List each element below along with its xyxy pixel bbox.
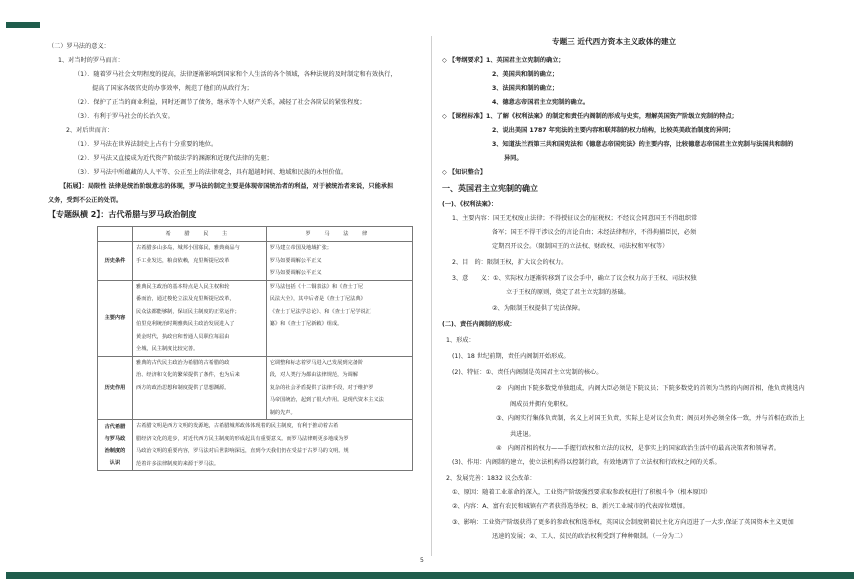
table-header-rome: 罗 马 法 律 [266, 227, 412, 242]
right-text-line: 共进退。 [510, 431, 535, 438]
table-cell-line: 《查士丁尼法学总论》、和《查士丁尼学说汇 [269, 308, 371, 315]
right-text-line: ②、内容：A、富有农民和城镇有产者获得选举权；B、新兴工业城市的代表席位增加。 [452, 503, 689, 510]
left-text-line: 1、对当时的罗马而言： [58, 57, 124, 64]
column-divider [431, 36, 432, 556]
right-text-line: (2)、特征：①、责任内阁制是英国君主立宪制的核心。 [452, 369, 603, 376]
table-cell-line: 雅典的古代民主政治为希腊的古希腊的政 [136, 359, 230, 366]
table-cell-line: 古希腊多山多岛，城邦小国寡民，雅典商品与 [136, 245, 240, 251]
table-cell-line: 罗马如要调解公平正义 [269, 257, 322, 264]
table-cell-line: 古代希腊 [104, 424, 126, 430]
right-text-line: ◇ 【课程标准】1、了解《权利法案》的制定和责任内阁制的形成与史实，理解英国资产阶级立宪制的特点； [442, 113, 738, 120]
left-text-line: （1）．罗马法在世界法制史上占有十分重要的地位。 [74, 141, 218, 148]
table-cell-line: 与罗马政 [104, 436, 126, 442]
page-number: 5 [420, 557, 424, 564]
table-cell-line: 西方的政治思想和制度提供了思想渊源。 [136, 384, 230, 391]
right-text-line: 4、德意志帝国君主立宪制的确立。 [492, 99, 590, 106]
table-cell-line: 番而治，通过梭伦立法及克里斯提尼改革， [136, 296, 235, 302]
table-row [98, 242, 413, 281]
right-text-line: ③、内阁实行集体负责制，名义上对国王负责，实际上是对议会负责；阁员对外必须全体一致，并与首相在政治上 [496, 415, 805, 422]
table-cell-line: 段，对人类行为都由法律规范，为调解 [269, 372, 358, 378]
table-cell-greece [133, 242, 267, 281]
row-label [98, 420, 133, 471]
table-cell-line: 主要内容 [104, 315, 126, 321]
right-text-line: ② 内阁由下院多数党单独组成，内阁大臣必须是下院议员；下院多数党的首领为当然的内阁首相，他负责挑选内 [496, 385, 805, 392]
right-text-line: 立于王权的原则，奠定了君主立宪制的基础。 [506, 289, 630, 296]
right-text-line: ①、原因：随着工业革命的深入，工业资产阶级强烈要求取参政权进行了积极斗争（根本原因） [452, 489, 712, 496]
table-cell-rome [266, 242, 412, 281]
table-cell-line: 复杂的社会矛盾提供了法律手段，对于维护罗 [269, 384, 374, 391]
right-text-line: 1、主要内容：国王无权废止法律；不得授征议会的征税权；不经议会同意国王不得组织常 [452, 215, 698, 222]
table-row [98, 356, 413, 420]
right-text-line: 1、形成： [446, 337, 475, 344]
right-text-line: 2、美国共和制的确立； [492, 71, 559, 78]
table-cell-line: 认识 [109, 460, 121, 466]
top-accent-bar [6, 22, 40, 28]
right-text-line: ②、为限制王权提供了宪法保障。 [492, 305, 585, 312]
right-text-line: (二)、责任内阁制的形成： [442, 321, 516, 328]
table-cell-line: 纂》和《查士丁尼新敕》组成。 [269, 321, 343, 327]
right-text-line: 定期召开议会。（限制国王的立法权、财政权、司法权和军权等） [492, 243, 669, 250]
right-text-line: 3、知道法兰西第三共和国宪法和《德意志帝国宪法》的主要内容，比较德意志帝国君主立宪制与法国共和制的 [492, 141, 794, 148]
row-label [98, 356, 133, 420]
left-text-line: （3）．罗马法中所蕴藏的人人平等、公正至上的法律观念，具有超越时间、地域和民族的永恒价值。 [74, 169, 348, 176]
table-cell-line: 范着许多法律制度的来源于罗马法。 [136, 460, 220, 467]
table-cell-line: 马政治文明的重要内容，罗马法对后世影响深远，直到今天我们仍在受益于古罗马的文明。规 [136, 448, 349, 454]
table-row [98, 280, 413, 356]
table-cell-line: 民众法都能够制，保证民主制度的正常运作； [136, 308, 240, 315]
table-header-row [98, 227, 413, 242]
table-cell-line: 手工业发达，粮食依赖，克里斯提尼改革 [136, 257, 230, 264]
right-page-title: 专题三 近代西方资本主义政体的建立 [552, 37, 677, 46]
table-cell-line: 罗马如要调解公平正义 [269, 270, 322, 276]
row-label [98, 280, 133, 356]
left-text-line: 义务，受到不公正的处罚。 [48, 197, 123, 204]
right-text-line: 备军；国王不得干涉议会的言论自由；未经法律程序，不得拘捕臣民，必须 [492, 229, 697, 236]
right-text-line: 3、意 义：①、实际权力逐渐转移到了议会手中，确立了议会权力高于王权、司法权独 [452, 275, 697, 282]
right-text-line: ④ 内阁首相的权力——手握行政权和立法的议权，是事实上的国家政治生活中的最高决策者和领导者。 [496, 445, 780, 452]
right-text-line: 一、英国君主立宪制的确立 [442, 184, 538, 193]
right-text-line: 阁成员并拥有免职权。 [510, 401, 572, 408]
table-cell-greece [133, 356, 267, 420]
left-text-line: （2）．罗马法又直接成为近代资产阶级法学的渊源和近现代法律的先驱； [74, 155, 273, 162]
table-cell-line: 历史条件 [104, 257, 126, 264]
table-cell-rome [266, 356, 412, 420]
right-text-line: 异同。 [504, 155, 523, 162]
left-text-line: （1）．随着罗马社会文明程度的提高，法律逐渐影响到国家和个人生活的各个领域，各种法规的及时制定和有效执行， [74, 71, 397, 78]
table-row [98, 420, 413, 471]
table-cell-line: 民法大全》，其中后者是《查士丁尼法典》 [269, 296, 366, 302]
table-cell-line: 它调整和标志着罗马进入已发展到完备阶 [269, 359, 364, 366]
table-cell-greece [133, 280, 267, 356]
left-text-line: （二）罗马法的意义： [48, 43, 110, 50]
table-cell-line: 治制度的 [104, 448, 126, 454]
table-cell-line: 罗马法包括《十二铜表法》和《查士丁尼 [269, 283, 364, 290]
right-text-line: ◇ 【知识整合】 [442, 169, 487, 176]
table-cell-line: 黄金时代，执政官和普通人员职位每届由 [136, 333, 230, 340]
right-text-line: (一)、《权利法案》： [442, 201, 498, 208]
table-cell-line: 雅典民主政治的基本特点是人民主权和轮 [136, 283, 230, 290]
left-text-line: （2）．保护了正当的商业利益，同时还调节了债务，继承等个人财产关系，减轻了社会各阶层的紧张程度； [74, 99, 366, 106]
right-text-line: ◇ 【考纲要求】1、英国君主立宪制的确立； [442, 57, 565, 64]
right-text-line: 2、发展完善：1832 议会改革： [446, 475, 536, 482]
right-text-line: (1)、18 世纪前期，责任内阁制开始形成。 [452, 353, 570, 360]
table-cell-line: 腊经济文化的进步，对近代西方民主制度的形成起具有重要意义。而罗马法律则更多地成为罗 [136, 435, 349, 442]
right-text-line: 3、法国共和制的确立； [492, 85, 559, 92]
table-cell-line: 历史作用 [104, 384, 126, 391]
table-cell-line: 马帝国统治，起到了很大作用。是现代资本主义法 [269, 397, 384, 403]
table-cell-line: 制的先声。 [269, 409, 296, 416]
right-text-line: 2、说出美国 1787 年宪法的主要内容和联邦制的权力结构，比较英美政治制度的异同； [492, 127, 735, 134]
right-text-line: (3)、作用：内阁制的建立，使立法机构得以控制行政，有效地调节了立法权和行政权之间的关系。 [452, 459, 721, 466]
left-text-line: 提高了国家各级官吏的办事效率，规范了他们的从政行为； [92, 85, 253, 92]
section-title: 【专题纵横 2】：古代希腊与罗马政治制度 [48, 210, 197, 219]
right-text-line: ③、影响：工业资产阶级获得了更多的参政权和选举权，英国议会制度朝着民主化方向迈进了一大步,保证了英国资本主义更加 [452, 519, 794, 526]
table-cell-line: 罗马建立帝国及地域扩张； [269, 245, 332, 251]
table-cell-line: 古希腊文明是西方文明的发源地，古希腊城邦政体体现着的民主制度，有利于推动着古希 [136, 423, 339, 429]
table-header-blank [98, 227, 133, 242]
table-cell-line: 全城，民主制度比较完善。 [136, 346, 199, 352]
bottom-accent-bar [6, 572, 854, 579]
left-text-line: 【拓展】：局限性 法律是统治阶级意志的体现，罗马法的制定主要是体现帝国统治者的利益，对于被统治者来说，只能承担 [60, 183, 394, 190]
left-text-line: （3）．有利于罗马社会的长治久安。 [74, 113, 174, 120]
row-label [98, 242, 133, 281]
left-text-line: 2、对后世而言： [66, 127, 114, 134]
table-cell-line: 治、经济和文化的繁荣提供了条件，也为后来 [136, 372, 240, 378]
table-cell-combined [133, 420, 413, 471]
right-text-line: 2、目 的：限制王权，扩大议会的权力。 [452, 259, 568, 266]
table-header-greece: 希 腊 民 主 [133, 227, 267, 242]
right-text-line: 迅速的发展；②、工人、贫民的政治权利受到了种种限制。（一分为二） [492, 533, 687, 540]
table-cell-rome [266, 280, 412, 356]
comparison-table [97, 226, 413, 471]
table-cell-line: 伯里克利统治时期雅典民主政治发展进入了 [136, 321, 235, 327]
